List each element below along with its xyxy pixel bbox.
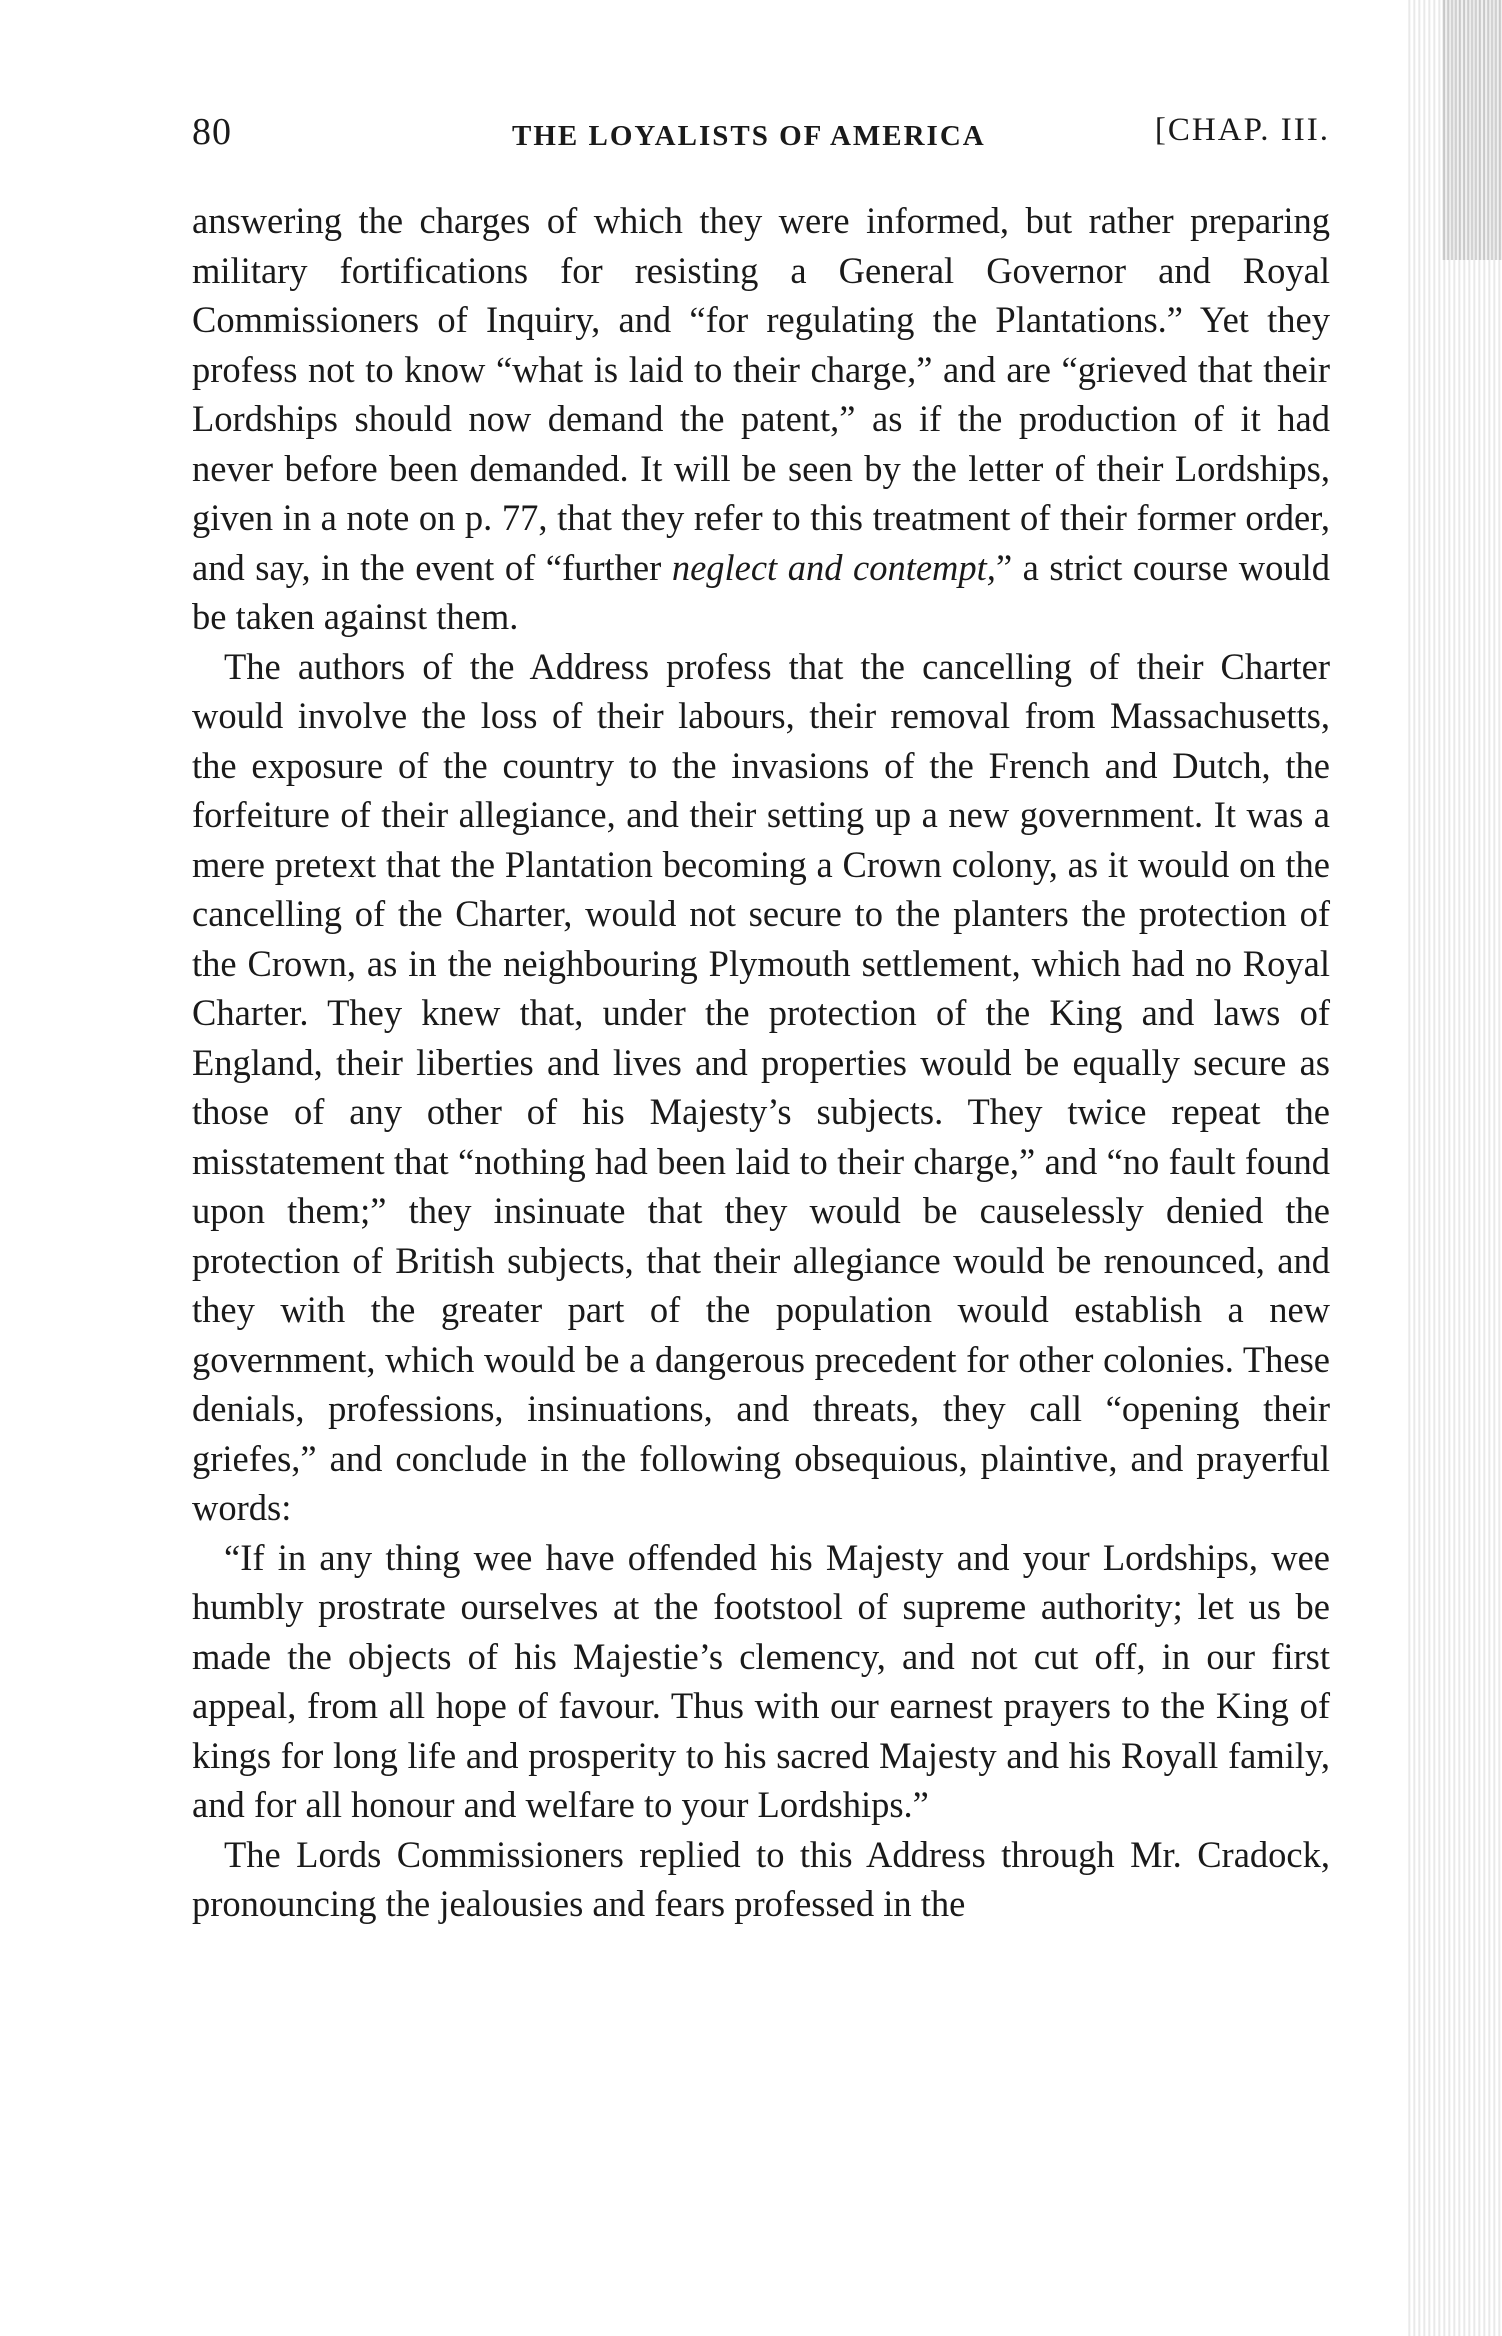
page-number: 80 xyxy=(192,111,232,153)
paragraph-1-italic: neglect and contempt, xyxy=(671,546,996,588)
paragraph-4 xyxy=(192,1830,1330,1929)
running-title: THE LOYALISTS OF AMERICA xyxy=(512,120,986,152)
body-text xyxy=(192,196,1330,1929)
running-header xyxy=(192,110,1330,170)
paragraph-1 xyxy=(192,196,1330,642)
quotation-text: “If in any thing wee have offended his Majesty and your Lordships, wee humbly prostrate ourselves at the footstool of supreme authority; let us be made the objects of his Majestie’s clemency, and not cut off, in our first appeal, from all hope of favour. Thus with our earnest prayers to the King of kings for long life and prosperity to his sacred Majesty and his Royall family, and for all honour and welfare to your Lordships.” xyxy=(192,1536,1330,1825)
paragraph-2 xyxy=(192,642,1330,1533)
chapter-reference: [CHAP. III. xyxy=(1154,112,1330,148)
page-edge-shading-top xyxy=(1442,0,1502,260)
page-edge-shading xyxy=(1406,0,1502,2336)
paragraph-1-text-b: ” a strict course would be taken against them. xyxy=(192,546,1330,637)
paragraph-2-text: The authors of the Address profess that the cancelling of their Charter would involve the loss of their labours, their removal from Massachusetts, the exposure of the country to the invasions of the French and Dutch, the forfeiture of their allegiance, and their setting up a new government. It was a mere pretext that the Plantation becoming a Crown colony, as it would on the cancelling of the Charter, would not secure to the planters the protection of the Crown, as in the neighbouring Plymouth settlement, which had no Royal Charter. They knew that, under the protection of the King and laws of England, their liberties and lives and properties would be equally secure as those of any other of his Majesty’s subjects. They twice repeat the misstatement that “nothing had been laid to their charge,” and “no fault found upon them;” they insinuate that they would be causelessly denied the protection of British subjects, that their allegiance would be renounced, and they with the greater part of the population would establish a new government, which would be a dangerous precedent for other colonies. These denials, professions, insinuations, and threats, they call “opening their griefes,” and conclude in the following obsequious, plaintive, and prayerful words: xyxy=(192,645,1330,1528)
quotation-paragraph xyxy=(192,1533,1330,1830)
paragraph-4-text: The Lords Commissioners replied to this Address through Mr. Cradock, pronouncing the jealousies and fears professed in the xyxy=(192,1833,1330,1924)
paragraph-1-text-a: answering the charges of which they were informed, but rather preparing military fortifications for resisting a General Governor and Royal Commissioners of Inquiry, and “for regulating the Plantations.” Yet they profess not to know “what is laid to their charge,” and are “grieved that their Lordships should now demand the patent,” as if the production of it had never before been demanded. It will be seen by the letter of their Lordships, given in a note on p. 77, that they refer to this treatment of their former order, and say, in the event of “further xyxy=(192,200,1330,588)
